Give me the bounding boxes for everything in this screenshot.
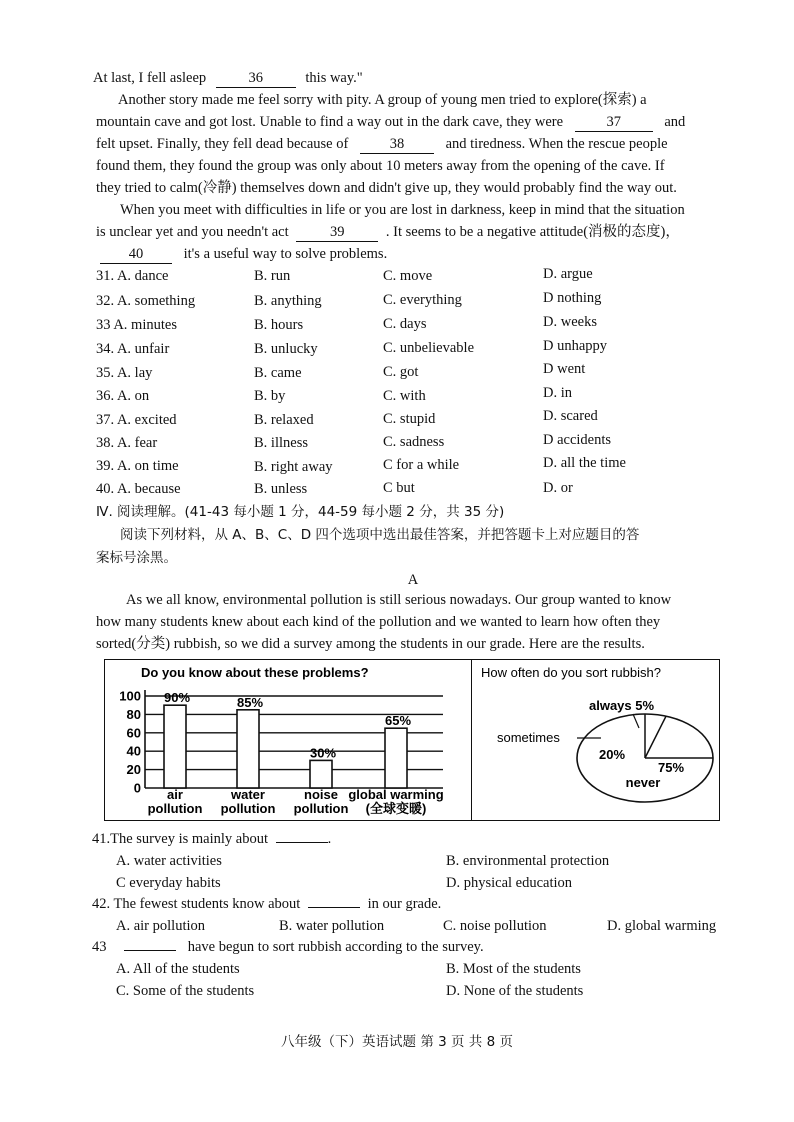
pie-value-sometimes: 20% — [598, 747, 626, 762]
option-a: 32. A. something — [96, 293, 196, 309]
y-tick-label: 40 — [126, 743, 141, 759]
option-b: B. illness — [254, 435, 308, 451]
bar-value-label: 30% — [309, 745, 337, 761]
option-a: 38. A. fear — [96, 435, 158, 451]
text: mountain cave and got lost. Unable to find a way out in the dark cave, they were — [96, 114, 564, 130]
answer-blank — [276, 842, 328, 843]
bar — [164, 705, 186, 788]
pie-label-always: always 5% — [589, 698, 655, 713]
q43-option-c: C. Some of the students — [116, 983, 255, 999]
q43-option-a: A. All of the students — [116, 961, 240, 977]
option-d: D. argue — [543, 266, 593, 282]
option-d: D unhappy — [543, 338, 608, 354]
pie-label-sometimes: sometimes — [497, 730, 560, 745]
cloze-line-7: When you meet with difficulties in life or you are lost in darkness, keep in mind that the situation — [120, 202, 685, 218]
text: felt upset. Finally, they fell dead because of — [96, 136, 349, 152]
option-b: B. came — [254, 365, 302, 381]
x-tick-label: pollution — [147, 801, 203, 816]
bar-chart — [105, 660, 471, 820]
blank-37: 37 — [575, 114, 653, 132]
option-d: D went — [543, 361, 586, 377]
x-tick-label: water — [231, 787, 265, 802]
text: and — [664, 114, 686, 130]
question-42 — [92, 894, 441, 914]
option-b: B. right away — [254, 459, 333, 475]
option-d: D nothing — [543, 290, 602, 306]
cloze-line-6: they tried to calm(冷静) themselves down and didn't give up, they would probably find the way out. — [96, 180, 677, 196]
text: 41.The survey is mainly about — [92, 831, 268, 847]
cloze-line-1 — [93, 68, 363, 88]
y-tick-label: 0 — [133, 780, 141, 796]
cloze-line-4 — [96, 134, 668, 154]
q42-option-b: B. water pollution — [279, 918, 385, 934]
text: this way." — [305, 70, 363, 86]
option-c: C. unbelievable — [383, 340, 475, 356]
option-a: 37. A. excited — [96, 412, 177, 428]
x-tick-label: (全球变暖) — [365, 801, 427, 816]
bar — [385, 728, 407, 788]
option-d: D. or — [543, 480, 573, 496]
y-tick-label: 20 — [126, 762, 141, 778]
option-d: D. all the time — [543, 455, 626, 471]
cloze-line-3 — [96, 112, 685, 132]
x-tick-label: pollution — [293, 801, 349, 816]
option-d: D. weeks — [543, 314, 597, 330]
option-d: D. scared — [543, 408, 598, 424]
cloze-line-9 — [100, 244, 387, 264]
blank-38: 38 — [360, 136, 434, 154]
text: is unclear yet and you needn't act — [96, 224, 289, 240]
q42-option-d: D. global warming — [607, 918, 717, 934]
x-tick-label: pollution — [220, 801, 276, 816]
bar-value-label: 85% — [236, 694, 264, 710]
option-d: D. in — [543, 385, 572, 401]
answer-blank — [308, 907, 360, 908]
option-c: C. with — [383, 388, 426, 404]
question-41: 41.The survey is mainly about . — [92, 831, 332, 847]
x-tick-label: air — [167, 787, 183, 802]
option-c: C for a while — [383, 457, 460, 473]
passage-line-1: As we all know, environmental pollution is still serious nowadays. Our group wanted to know — [126, 592, 672, 608]
q41-option-a: A. water activities — [116, 853, 222, 869]
passage-label: A — [407, 572, 419, 588]
blank-40: 40 — [100, 246, 172, 264]
bar-chart-title: Do you know about these problems? — [141, 665, 369, 680]
option-c: C. stupid — [383, 411, 436, 427]
text: and tiredness. When the rescue people — [445, 136, 668, 152]
q43-option-b: B. Most of the students — [446, 961, 581, 977]
answer-blank — [124, 950, 176, 951]
q42-option-c: C. noise pollution — [443, 918, 547, 934]
option-b: B. anything — [254, 293, 322, 309]
option-c: C. got — [383, 364, 419, 380]
option-c: C. sadness — [383, 434, 445, 450]
option-b: B. by — [254, 388, 286, 404]
option-b: B. hours — [254, 317, 304, 333]
text: in our grade. — [367, 896, 442, 912]
option-a: 33 A. minutes — [96, 317, 177, 333]
option-b: B. unless — [254, 481, 308, 497]
bar-value-label: 65% — [384, 713, 412, 729]
passage-line-2: how many students knew about each kind of the pollution and we wanted to learn how often they — [96, 614, 661, 630]
option-a: 40. A. because — [96, 481, 181, 497]
option-c: C. days — [383, 316, 427, 332]
option-c: C. move — [383, 268, 433, 284]
q41-option-d: D. physical education — [446, 875, 573, 891]
pie-chart — [473, 660, 719, 820]
text: 42. The fewest students know about — [92, 896, 301, 912]
q41-option-b: B. environmental protection — [446, 853, 610, 869]
bar-value-label: 90% — [163, 690, 191, 706]
option-a: 35. A. lay — [96, 365, 153, 381]
y-tick-label: 100 — [119, 688, 141, 704]
option-b: B. unlucky — [254, 341, 318, 357]
option-a: 36. A. on — [96, 388, 150, 404]
option-a: 39. A. on time — [96, 458, 179, 474]
pie-chart-title: How often do you sort rubbish? — [481, 665, 661, 680]
q43-option-d: D. None of the students — [446, 983, 584, 999]
q41-option-c: C everyday habits — [116, 875, 221, 891]
text: have begun to sort rubbish according to the survey. — [187, 939, 484, 955]
page-footer: 八年级（下）英语试题 第 3 页 共 8 页 — [281, 1034, 513, 1050]
section-heading: Ⅳ. 阅读理解。(41-43 每小题 1 分，44-59 每小题 2 分，共 35 分) — [96, 504, 505, 520]
passage-line-3: sorted(分类) rubbish, so we did a survey among the students in our grade. Here are the results. — [96, 636, 645, 652]
y-tick-label: 80 — [126, 706, 141, 722]
text: 43 — [92, 939, 107, 955]
option-c: C but — [383, 480, 415, 496]
blank-39: 39 — [296, 224, 378, 242]
cloze-line-8 — [96, 222, 680, 242]
blank-36: 36 — [216, 70, 296, 88]
figure-divider — [471, 660, 472, 820]
pie-label-never: never — [625, 775, 661, 790]
option-b: B. run — [254, 268, 291, 284]
text: . It seems to be a negative attitude(消极的态度)， — [385, 224, 680, 240]
q42-option-a: A. air pollution — [116, 918, 206, 934]
option-c: C. everything — [383, 292, 462, 308]
question-43 — [92, 937, 484, 957]
option-d: D accidents — [543, 432, 612, 448]
instruction-line-2: 案标号涂黑。 — [96, 550, 177, 566]
bar — [237, 710, 259, 788]
survey-figure — [104, 659, 720, 821]
option-b: B. relaxed — [254, 412, 314, 428]
bar — [310, 760, 332, 788]
pie-value-never: 75% — [657, 760, 685, 775]
option-a: 34. A. unfair — [96, 341, 170, 357]
instruction-line-1: 阅读下列材料，从 A、B、C、D 四个选项中选出最佳答案，并把答题卡上对应题目的答 — [120, 527, 640, 543]
x-tick-label: global warming — [348, 787, 444, 802]
text: it's a useful way to solve problems. — [183, 246, 388, 262]
y-tick-label: 60 — [126, 725, 141, 741]
option-a: 31. A. dance — [96, 268, 169, 284]
x-tick-label: noise — [304, 787, 338, 802]
cloze-line-2: Another story made me feel sorry with pity. A group of young men tried to explore(探索) a — [118, 92, 647, 108]
cloze-line-5: found them, they found the group was only about 10 meters away from the opening of the cave. If — [96, 158, 665, 174]
text: At last, I fell asleep — [93, 70, 207, 86]
